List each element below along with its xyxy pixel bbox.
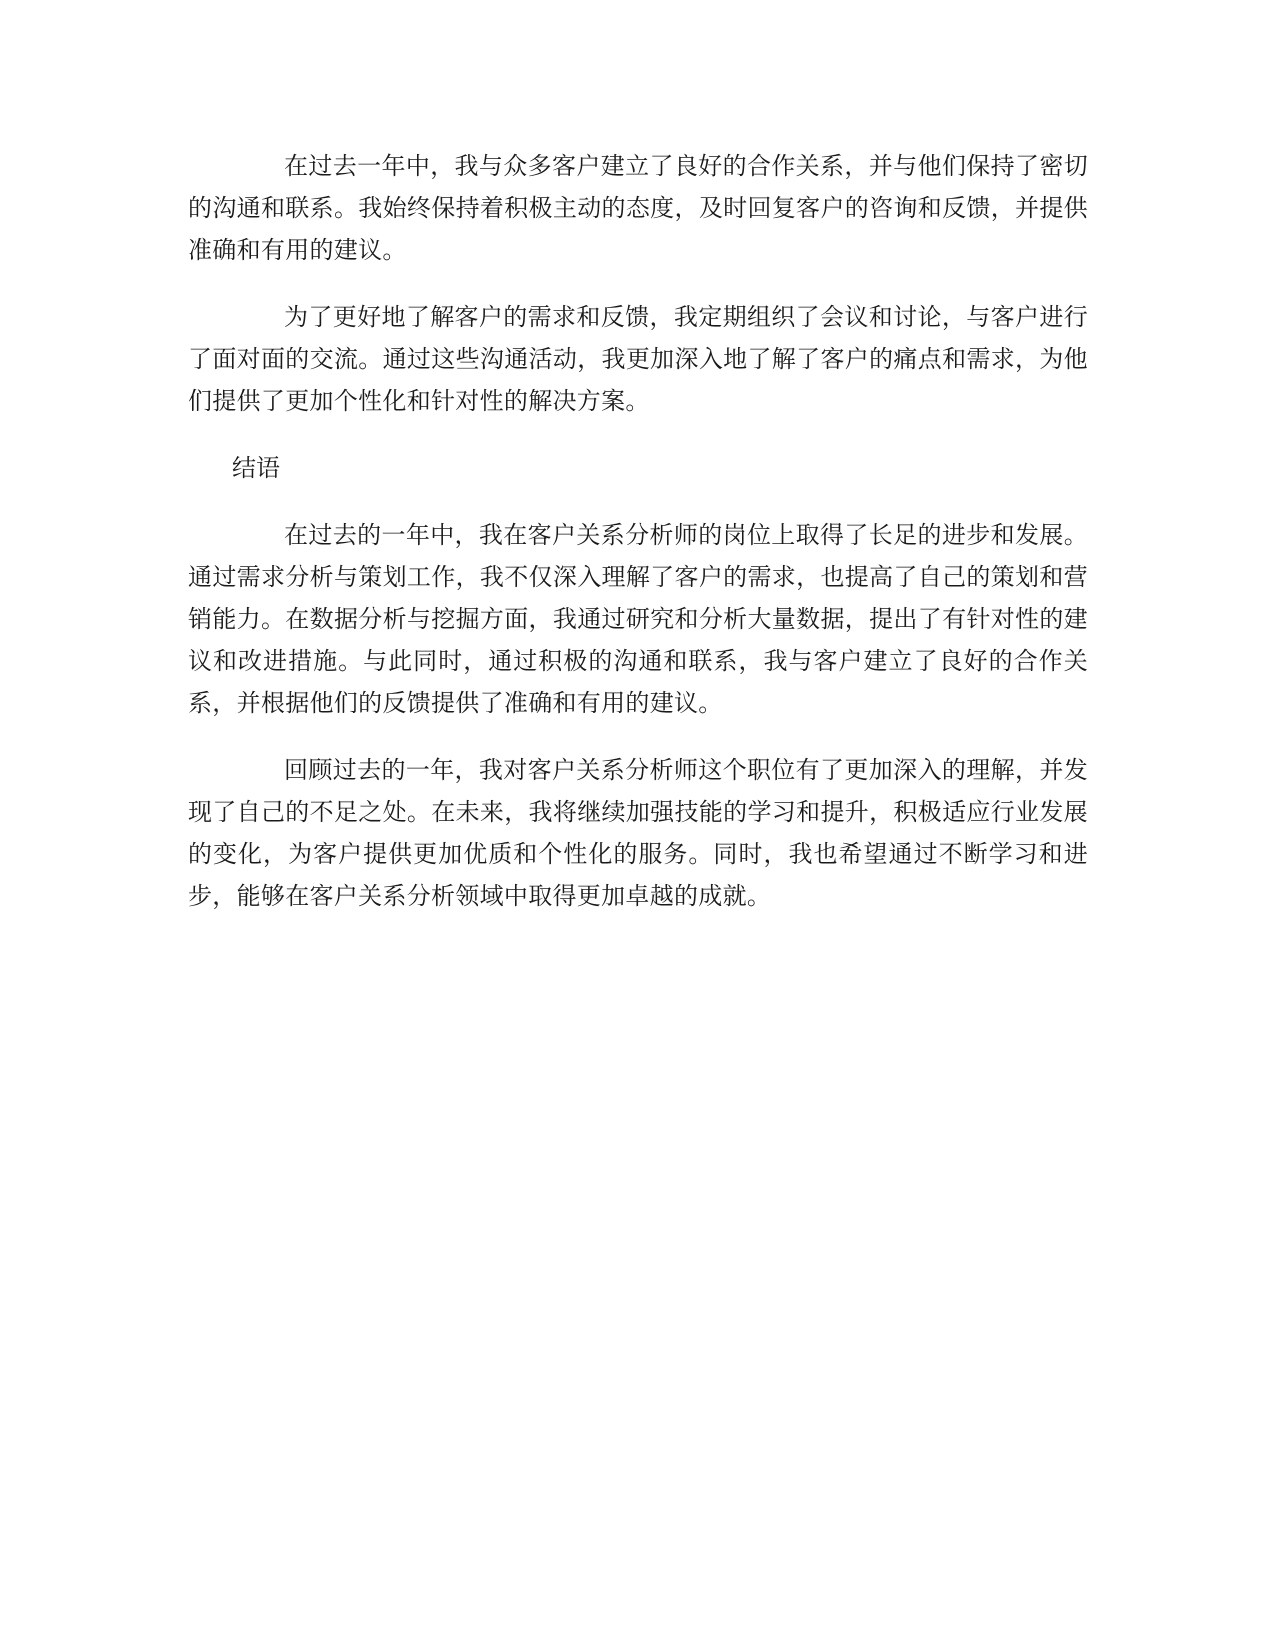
section-heading-conclusion: 结语 <box>232 454 280 482</box>
document-page <box>188 145 1088 942</box>
paragraph-conclusion-future: 回顾过去的一年，我对客户关系分析师这个职位有了更加深入的理解，并发现了自己的不足之处。在未来，我将继续加强技能的学习和提升，积极适应行业发展的变化，为客户提供更加优质和个性化的服务。同时，我也希望通过不断学习和进步，能够在客户关系分析领域中取得更加卓越的成就。 <box>188 756 1088 910</box>
paragraph-conclusion-progress: 在过去的一年中，我在客户关系分析师的岗位上取得了长足的进步和发展。通过需求分析与策划工作，我不仅深入理解了客户的需求，也提高了自己的策划和营销能力。在数据分析与挖掘方面，我通过研究和分析大量数据，提出了有针对性的建议和改进措施。与此同时，通过积极的沟通和联系，我与客户建立了良好的合作关系，并根据他们的反馈提供了准确和有用的建议。 <box>188 521 1088 717</box>
paragraph-client-meetings: 为了更好地了解客户的需求和反馈，我定期组织了会议和讨论，与客户进行了面对面的交流。通过这些沟通活动，我更加深入地了解了客户的痛点和需求，为他们提供了更加个性化和针对性的解决方案。 <box>188 303 1088 415</box>
paragraph-client-relations: 在过去一年中，我与众多客户建立了良好的合作关系，并与他们保持了密切的沟通和联系。我始终保持着积极主动的态度，及时回复客户的咨询和反馈，并提供准确和有用的建议。 <box>188 152 1088 264</box>
